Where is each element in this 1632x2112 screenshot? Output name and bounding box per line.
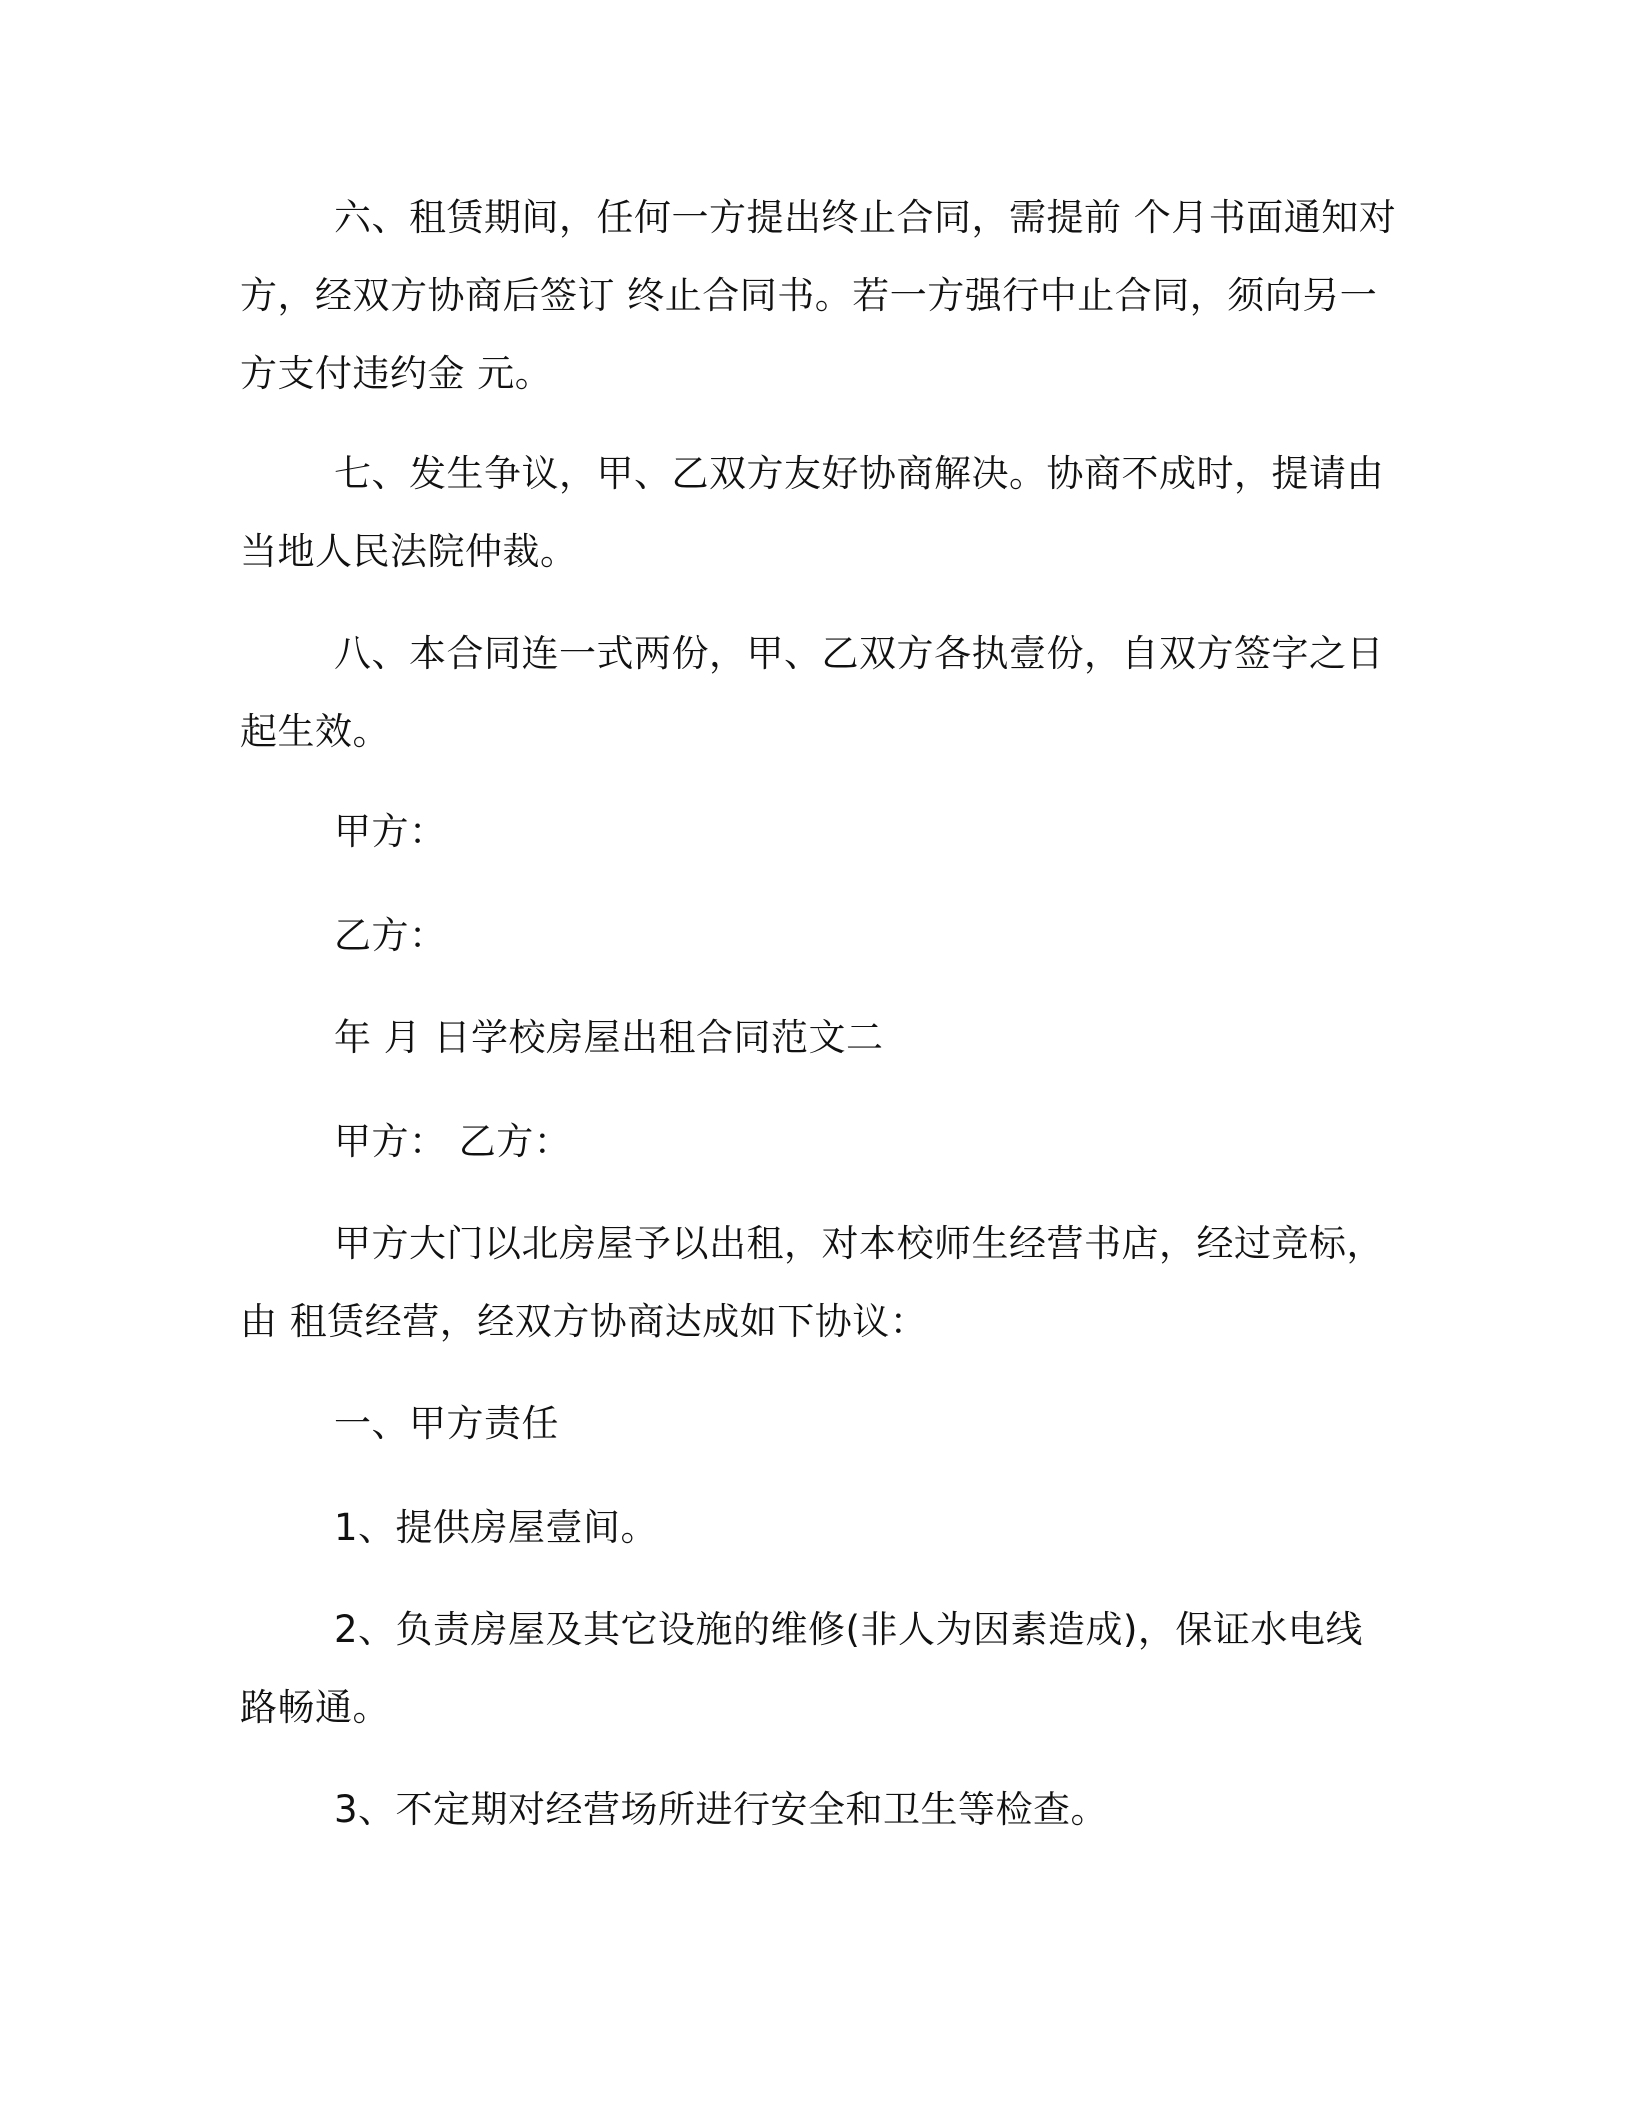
clause-7-line-2: 当地人民法院仲裁。 [240,530,578,573]
clause-8-line-1: 八、本合同连一式两份，甲、乙双方各执壹份，自双方签字之日 [334,632,1384,675]
duty-1: 1、提供房屋壹间。 [334,1506,659,1549]
clause-7-line-1: 七、发生争议，甲、乙双方友好协商解决。协商不成时，提请由 [334,452,1384,495]
intro-line-1: 甲方大门以北房屋予以出租，对本校师生经营书店，经过竞标， [334,1222,1384,1265]
party-a-signature: 甲方： [334,810,447,853]
date-and-title-line: 年 月 日学校房屋出租合同范文二 [334,1016,884,1059]
section-heading-party-a-duties: 一、甲方责任 [334,1402,559,1445]
parties-line: 甲方： 乙方： [334,1120,572,1163]
duty-2-line-2: 路畅通。 [240,1686,390,1729]
clause-6-line-3: 方支付违约金 元。 [240,352,553,395]
intro-line-2: 由 租赁经营，经双方协商达成如下协议： [240,1300,928,1343]
duty-3: 3、不定期对经营场所进行安全和卫生等检查。 [334,1788,1109,1831]
clause-6-line-1: 六、租赁期间，任何一方提出终止合同，需提前 个月书面通知对 [334,196,1397,239]
party-b-signature: 乙方： [334,914,447,957]
clause-6-line-2: 方，经双方协商后签订 终止合同书。若一方强行中止合同，须向另一 [240,274,1378,317]
duty-2-line-1: 2、负责房屋及其它设施的维修(非人为因素造成)，保证水电线 [334,1608,1363,1651]
clause-8-line-2: 起生效。 [240,710,390,753]
